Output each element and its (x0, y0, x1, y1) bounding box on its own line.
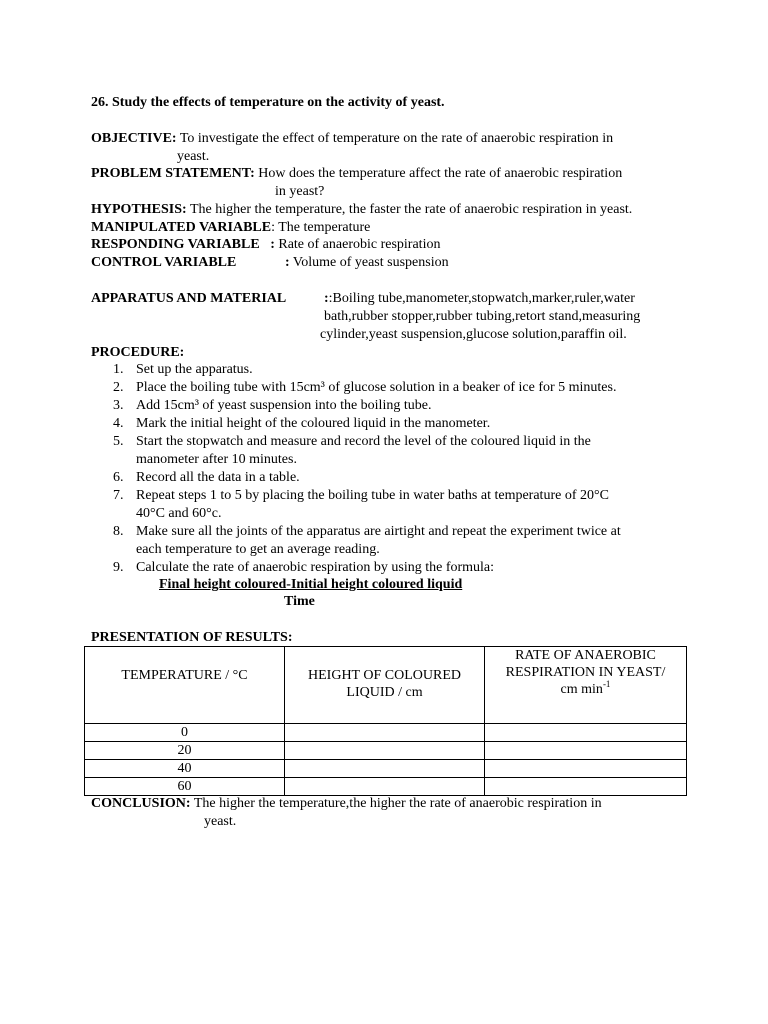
page-title: 26. Study the effects of temperature on the activity of yeast. (91, 95, 445, 110)
manipulated-label: MANIPULATED VARIABLE (91, 220, 272, 235)
procedure-step-text: manometer after 10 minutes. (136, 452, 297, 467)
cell-rate (485, 724, 687, 742)
conclusion-label: CONCLUSION: (91, 796, 191, 811)
procedure-step-text: Start the stopwatch and measure and record the level of the coloured liquid in the (136, 434, 591, 449)
procedure-step-text: Calculate the rate of anaerobic respiration by using the formula: (136, 560, 495, 575)
hypothesis-line (91, 201, 632, 219)
hypothesis-text: The higher the temperature, the faster the rate of anaerobic respiration in yeast. (186, 202, 633, 217)
formula-numerator: Final height coloured-Initial height coloured liquid (159, 577, 463, 592)
control-text: Volume of yeast suspension (289, 255, 449, 270)
header-rate: RATE OF ANAEROBIC RESPIRATION IN YEAST/ cm $\min^{-1}$ (485, 647, 687, 724)
results-label: PRESENTATION OF RESULTS: (91, 630, 293, 645)
procedure-step-text: Mark the initial height of the coloured liquid in the manometer. (136, 416, 491, 431)
cell-temperature: 0 (85, 724, 285, 742)
cell-height (285, 760, 485, 778)
apparatus-line-1: ::Boiling tube,manometer,stopwatch,marker,ruler,water (324, 291, 635, 306)
apparatus-label: APPARATUS AND MATERIAL (91, 291, 287, 306)
apparatus-line-2: bath,rubber stopper,rubber tubing,retort stand,measuring (324, 309, 641, 324)
procedure-step-number: 2. (113, 380, 124, 395)
formula-denominator: Time (284, 594, 315, 609)
procedure-step-text: 40°C and 60°c. (136, 506, 222, 521)
procedure-step-text: Add 15cm³ of yeast suspension into the boiling tube. (136, 398, 432, 413)
manipulated-line (91, 219, 370, 237)
results-table (84, 646, 687, 796)
apparatus-line-3: cylinder,yeast suspension,glucose solution,paraffin oil. (320, 327, 627, 342)
procedure-step-text: Set up the apparatus. (136, 362, 253, 377)
header-temperature: TEMPERATURE / °C (85, 647, 285, 724)
results-header-row (85, 647, 687, 724)
cell-height (285, 724, 485, 742)
cell-rate (485, 778, 687, 796)
apparatus-text-1: :Boiling tube,manometer,stopwatch,marker,ruler,water (328, 291, 635, 306)
cell-height (285, 742, 485, 760)
table-row (85, 778, 687, 796)
procedure-step-number: 8. (113, 524, 124, 539)
problem-label: PROBLEM STATEMENT: (91, 166, 255, 181)
procedure-step-text: Repeat steps 1 to 5 by placing the boiling tube in water baths at temperature of 20°C (136, 488, 609, 503)
procedure-step-text: each temperature to get an average reading. (136, 542, 380, 557)
table-row (85, 760, 687, 778)
conclusion-text-cont: yeast. (204, 814, 237, 829)
procedure-step-number: 5. (113, 434, 124, 449)
problem-line (91, 165, 622, 183)
conclusion-text: The higher the temperature,the higher the rate of anaerobic respiration in (190, 796, 602, 811)
responding-text: Rate of anaerobic respiration (274, 237, 441, 252)
cell-rate (485, 742, 687, 760)
objective-text-cont: yeast. (177, 149, 210, 164)
conclusion-line (91, 795, 602, 813)
procedure-step-text: Place the boiling tube with 15cm³ of glucose solution in a beaker of ice for 5 minutes. (136, 380, 617, 395)
problem-text-cont: in yeast? (275, 184, 325, 199)
procedure-step-number: 4. (113, 416, 124, 431)
cell-temperature: 60 (85, 778, 285, 796)
procedure-step-number: 1. (113, 362, 124, 377)
cell-temperature: 40 (85, 760, 285, 778)
cell-height (285, 778, 485, 796)
cell-temperature: 20 (85, 742, 285, 760)
procedure-step-text: Record all the data in a table. (136, 470, 300, 485)
procedure-label: PROCEDURE: (91, 345, 185, 360)
responding-line (91, 236, 440, 254)
control-line (285, 254, 449, 272)
objective-label: OBJECTIVE: (91, 131, 177, 146)
procedure-step-text: Make sure all the joints of the apparatus are airtight and repeat the experiment twice at (136, 524, 621, 539)
hypothesis-label: HYPOTHESIS: (91, 202, 187, 217)
control-colon: : (285, 255, 290, 270)
manipulated-text: : The temperature (271, 220, 371, 235)
objective-text: To investigate the effect of temperature on the rate of anaerobic respiration in (176, 131, 614, 146)
responding-label: RESPONDING VARIABLE : (91, 237, 275, 252)
procedure-step-number: 6. (113, 470, 124, 485)
procedure-step-number: 9. (113, 560, 124, 575)
control-label: CONTROL VARIABLE (91, 255, 237, 270)
header-height: HEIGHT OF COLOURED LIQUID / cm (285, 647, 485, 724)
procedure-step-number: 7. (113, 488, 124, 503)
table-row (85, 742, 687, 760)
problem-text: How does the temperature affect the rate of anaerobic respiration (254, 166, 623, 181)
objective-line (91, 130, 613, 148)
cell-rate (485, 760, 687, 778)
table-row (85, 724, 687, 742)
procedure-step-number: 3. (113, 398, 124, 413)
